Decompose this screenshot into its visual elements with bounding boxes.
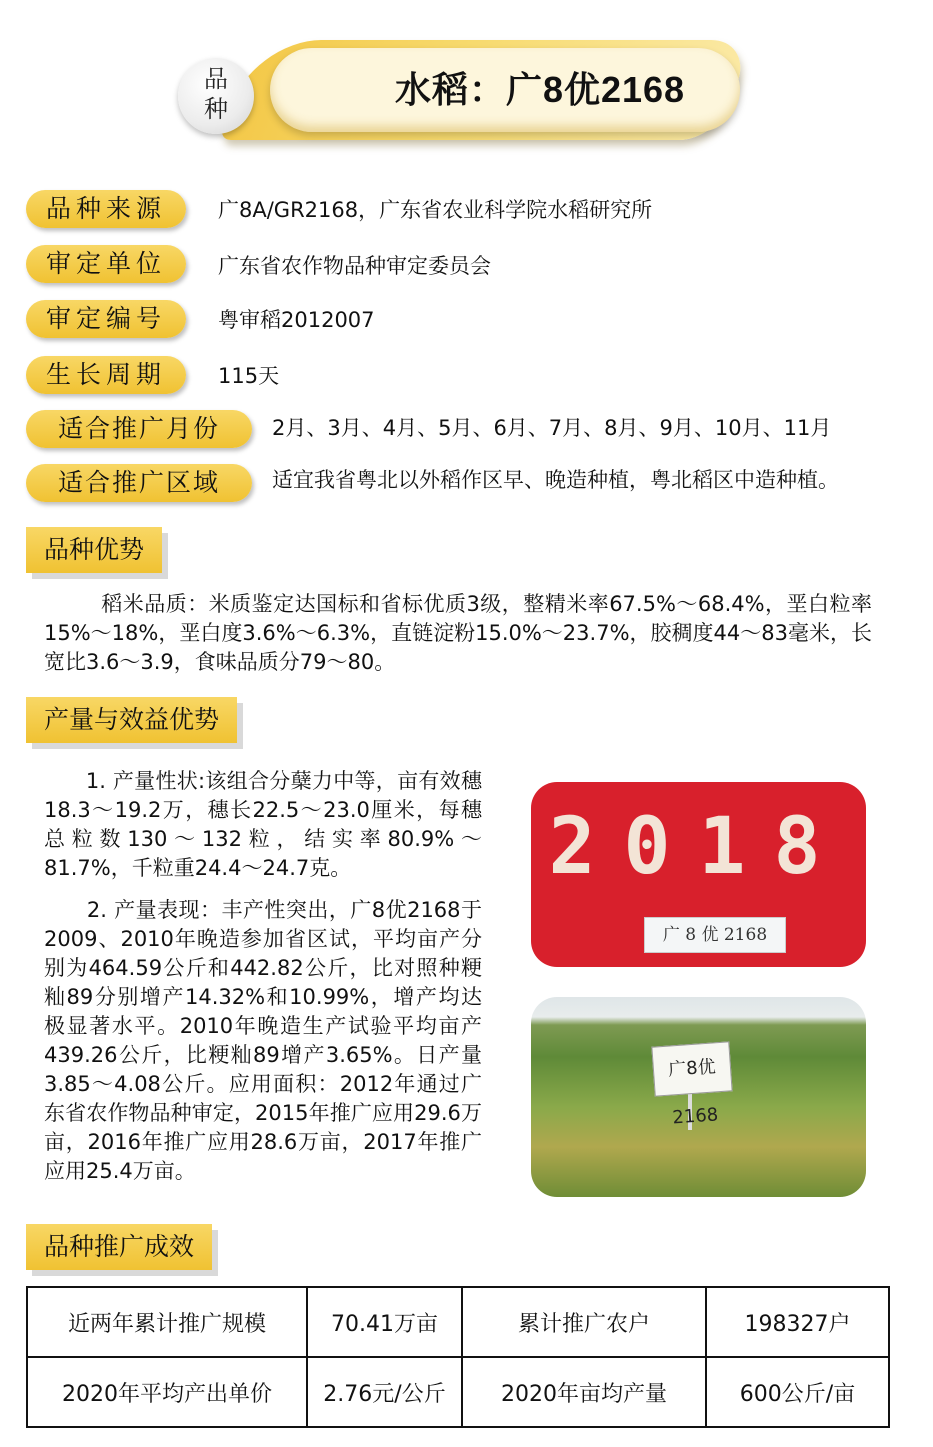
value-source: 广8A/GR2168，广东省农业科学院水稻研究所 <box>218 198 653 222</box>
value-promotion-months: 2月、3月、4月、5月、6月、7月、8月、9月、10月、11月 <box>272 416 832 440</box>
label-source: 品种来源 <box>26 190 186 228</box>
label-approval-number: 审定编号 <box>26 300 186 338</box>
rice-grain-digits: 2018 <box>548 802 849 892</box>
table-cell: 2.76元/公斤 <box>307 1357 462 1427</box>
label-growth-period: 生长周期 <box>26 356 186 394</box>
table-cell: 累计推广农户 <box>462 1287 706 1357</box>
label-promotion-region: 适合推广区域 <box>26 464 252 502</box>
table-cell: 600公斤/亩 <box>706 1357 889 1427</box>
badge-char-2: 种 <box>204 95 228 123</box>
badge-char-1: 品 <box>204 65 228 93</box>
value-approval-unit: 广东省农作物品种审定委员会 <box>218 254 491 278</box>
rice-grain-tag: 广 8 优 2168 <box>644 917 786 953</box>
value-approval-number: 粤审稻2012007 <box>218 308 375 332</box>
variety-badge-text <box>178 64 254 124</box>
advantage-text: 稻米品质：米质鉴定达国标和省标优质3级，整精米率67.5%～68.4%，垩白粒率15%～18%，垩白度3.6%～6.3%，直链淀粉15.0%～23.7%，胶稠度44～83毫米，长宽比3.6～3.9，食味品质分79～80。 <box>44 592 872 674</box>
yield-performance-text: 2. 产量表现：丰产性突出，广8优2168于2009、2010年晚造参加省区试，平均亩产分别为464.59公斤和442.82公斤，比对照种粳籼89分别增产14.32%和10.99%，增产均达极显著水平。2010年晚造生产试验平均亩产439.26公斤，比粳籼89增产3.65%。日产量3.85～4.08公斤。应用面积：2012年通过广东省农作物品种审定，2015年推广应用29.6万亩，2016年推广应用28.6万亩，2017年推广应用25.4万亩。 <box>44 898 483 1183</box>
table-cell: 近两年累计推广规模 <box>27 1287 307 1357</box>
table-cell: 198327户 <box>706 1287 889 1357</box>
rice-grain-photo <box>531 782 866 967</box>
table-cell: 2020年平均产出单价 <box>27 1357 307 1427</box>
table-cell: 2020年亩均产量 <box>462 1357 706 1427</box>
table-row <box>27 1357 889 1427</box>
page-title: 水稻：广8优2168 <box>394 69 686 110</box>
value-promotion-region: 适宜我省粤北以外稻作区早、晚造种植，粤北稻区中造种植。 <box>272 468 839 492</box>
promotion-stats-table <box>26 1286 890 1428</box>
yield-traits-text: 1. 产量性状:该组合分蘖力中等，亩有效穗18.3～19.2万，穗长22.5～23.0厘米，每穗总粒数130～132粒，结实率80.9%～81.7%，千粒重24.4～24.7克。 <box>44 769 482 880</box>
section-yield-benefit: 产量与效益优势 <box>26 697 237 743</box>
table-row <box>27 1287 889 1357</box>
field-sign: 广8优2168 <box>651 1041 732 1096</box>
section-variety-advantage: 品种优势 <box>26 527 162 573</box>
label-promotion-months: 适合推广月份 <box>26 410 252 448</box>
table-cell: 70.41万亩 <box>307 1287 462 1357</box>
label-approval-unit: 审定单位 <box>26 245 186 283</box>
value-growth-period: 115天 <box>218 364 280 388</box>
section-promotion-results: 品种推广成效 <box>26 1224 212 1270</box>
